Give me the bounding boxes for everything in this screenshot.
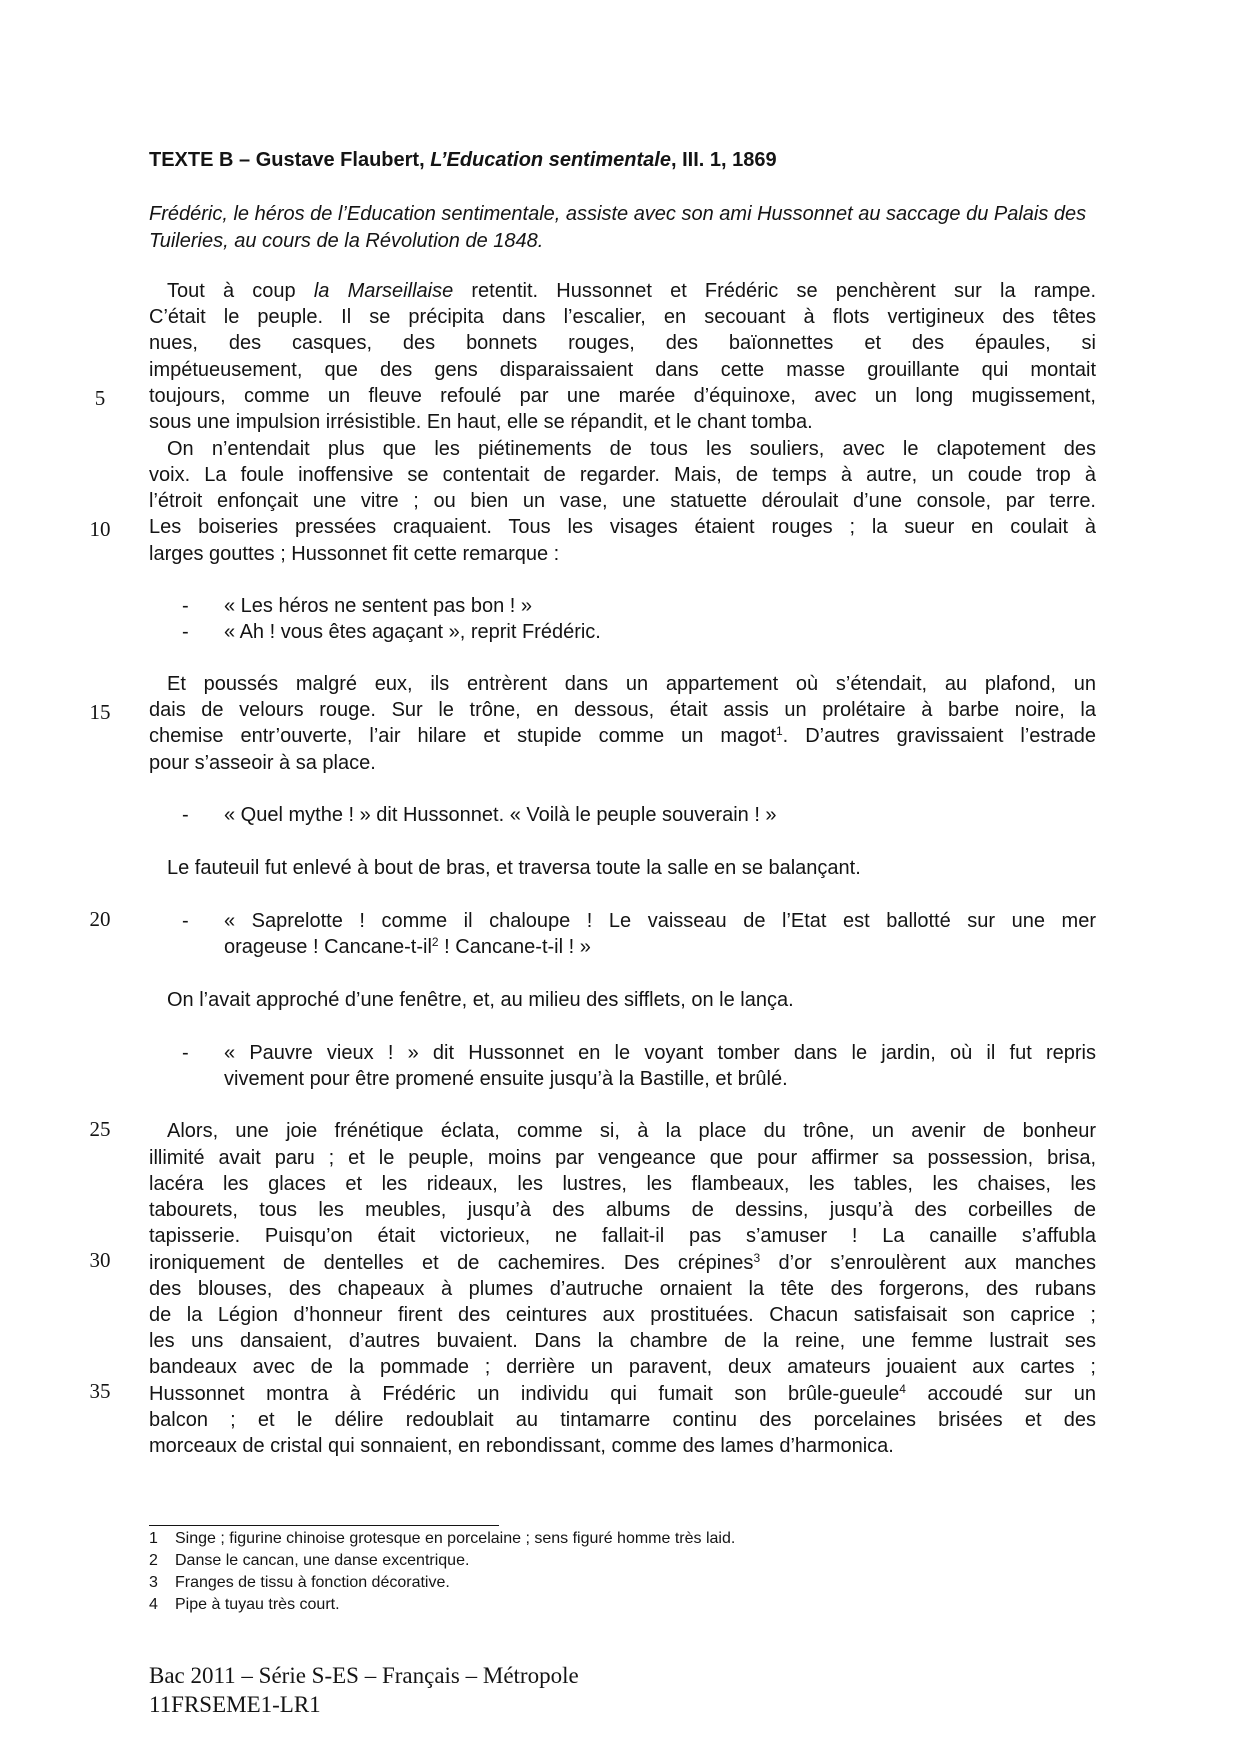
dialogue-line: - « Pauvre vieux ! » dit Hussonnet en le voyant tomber dans le jardin, où il fut repris <box>182 1042 1096 1064</box>
paragraph-line: morceaux de cristal qui sonnaient, en rebondissant, comme des lames d’harmonica. <box>149 1435 894 1457</box>
intro-paragraph: Frédéric, le héros de l’Education sentimentale, assiste avec son ami Hussonnet au saccage du Palais des Tuileries, au cours de la Révolution de 1848. <box>149 203 1087 252</box>
paragraph-line: des blouses, des chapeaux à plumes d’autruche ornaient la tête des forgerons, des rubans <box>149 1278 1096 1300</box>
dialogue-line: orageuse ! Cancane-$t-il^2$ ! Cancane-t-il ! » <box>224 935 591 958</box>
paragraph-line: bandeaux avec de la pommade ; derrière un paravent, deux amateurs jouaient aux cartes ; <box>149 1356 1096 1378</box>
line-number: 25 <box>89 1117 111 1141</box>
footer-reference: 11FRSEME1-LR1 <box>149 1692 321 1717</box>
paragraph-line: Tout à coup la Marseillaise retentit. Hussonnet et Frédéric se penchèrent sur la rampe. <box>167 280 1097 302</box>
paragraph-line: chemise entr’ouverte, l’air hilare et stupide comme un magot$^1$. D’autres gravissaient l’estrade <box>149 724 1096 747</box>
line-number: 15 <box>89 700 111 724</box>
dash-marker: - <box>182 621 189 643</box>
line-number: 30 <box>89 1248 111 1272</box>
footnote: 3 Franges de tissu à fonction décorative. <box>149 1574 450 1591</box>
dialogue-line: - « Les héros ne sentent pas bon ! » <box>182 595 532 617</box>
dash-marker: - <box>182 804 189 826</box>
footnote-separator <box>149 1525 499 1526</box>
paragraph-line: les uns dansaient, d’autres buvaient. Dans la chambre de la reine, une femme lustrait ses <box>149 1330 1096 1352</box>
dialogue-line: - « Saprelotte ! comme il chaloupe ! Le vaisseau de l’Etat est ballotté sur une mer <box>182 910 1096 932</box>
dash-marker: - <box>182 595 189 617</box>
paragraph-line: sous une impulsion irrésistible. En haut, elle se répandit, et le chant tomba. <box>149 411 813 433</box>
line-number: 10 <box>89 517 111 541</box>
paragraph-line: Le fauteuil fut enlevé à bout de bras, et traversa toute la salle en se balançant. <box>167 857 861 879</box>
dash-marker: - <box>182 910 189 932</box>
paragraph-line: balcon ; et le délire redoublait au tintamarre continu des porcelaines brisées et des <box>149 1409 1096 1431</box>
paragraph-line: voix. La foule inoffensive se contentait de regarder. Mais, de temps à autre, un coude trop à <box>149 464 1096 486</box>
paragraph-line: ironiquement de dentelles et de cachemires. Des crépines$^3$ d’or s’enroulèrent aux manches <box>149 1251 1096 1274</box>
line-number: 35 <box>89 1379 111 1403</box>
paragraph-line: C’était le peuple. Il se précipita dans l’escalier, en secouant à flots vertigineux des têtes <box>149 306 1096 328</box>
paragraph-line: impétueusement, que des gens disparaissaient dans cette masse grouillante qui montait <box>149 359 1096 381</box>
paragraph-line: tabourets, tous les meubles, jusqu’à des albums de dessins, jusqu’à des corbeilles de <box>149 1199 1096 1221</box>
paragraph-line: On l’avait approché d’une fenêtre, et, au milieu des sifflets, on le lança. <box>167 989 794 1011</box>
paragraph-line: pour s’asseoir à sa place. <box>149 752 376 774</box>
text-title: TEXTE B – Gustave Flaubert, L’Education sentimentale, III. 1, 1869 <box>149 149 777 171</box>
dash-marker: - <box>182 1042 189 1064</box>
paragraph-line: Alors, une joie frénétique éclata, comme si, à la place du trône, un avenir de bonheur <box>167 1120 1096 1142</box>
paragraph-line: illimité avait paru ; et le peuple, moins par vengeance que pour affirmer sa possession, brisa, <box>149 1147 1096 1169</box>
footnote: 4 Pipe à tuyau très court. <box>149 1596 340 1613</box>
paragraph-line: Hussonnet montra à Frédéric un individu qui fumait son brûle-gueule$^4$ accoudé sur un <box>149 1382 1096 1405</box>
paragraph-line: On n’entendait plus que les piétinements de tous les souliers, avec le clapotement des <box>167 438 1096 460</box>
line-number: 20 <box>89 907 111 931</box>
paragraph-line: lacéra les glaces et les rideaux, les lustres, les flambeaux, les tables, les chaises, les <box>149 1173 1096 1195</box>
paragraph-line: de la Légion d’honneur firent des ceintures aux prostituées. Chacun satisfaisait son caprice ; <box>149 1304 1096 1326</box>
line-number: 5 <box>94 386 106 410</box>
dialogue-line: vivement pour être promené ensuite jusqu’à la Bastille, et brûlé. <box>224 1068 788 1090</box>
footer-exam-info: Bac 2011 – Série S-ES – Français – Métropole <box>149 1663 579 1688</box>
paragraph-line: larges gouttes ; Hussonnet fit cette remarque : <box>149 543 560 565</box>
paragraph-line: dais de velours rouge. Sur le trône, en dessous, était assis un prolétaire à barbe noire, la <box>149 699 1096 721</box>
footnote: 2 Danse le cancan, une danse excentrique. <box>149 1552 470 1569</box>
paragraph-line: toujours, comme un fleuve refoulé par une marée d’équinoxe, avec un long mugissement, <box>149 385 1096 407</box>
dialogue-line: - « Ah ! vous êtes agaçant », reprit Frédéric. <box>182 621 601 643</box>
footnote: 1 Singe ; figurine chinoise grotesque en porcelaine ; sens figuré homme très laid. <box>149 1530 736 1547</box>
paragraph-line: tapisserie. Puisqu’on était victorieux, ne fallait-il pas s’amuser ! La canaille s’affubla <box>149 1225 1096 1247</box>
paragraph-line: Les boiseries pressées craquaient. Tous les visages étaient rouges ; la sueur en coulait à <box>149 516 1096 538</box>
paragraph-line: Et poussés malgré eux, ils entrèrent dans un appartement où s’étendait, au plafond, un <box>167 673 1096 695</box>
dialogue-line: - « Quel mythe ! » dit Hussonnet. « Voilà le peuple souverain ! » <box>182 804 777 826</box>
paragraph-line: l’étroit enfonçait une vitre ; ou bien un vase, une statuette déroulait d’une console, par terre. <box>149 490 1096 512</box>
paragraph-line: nues, des casques, des bonnets rouges, des baïonnettes et des épaules, si <box>149 332 1096 354</box>
